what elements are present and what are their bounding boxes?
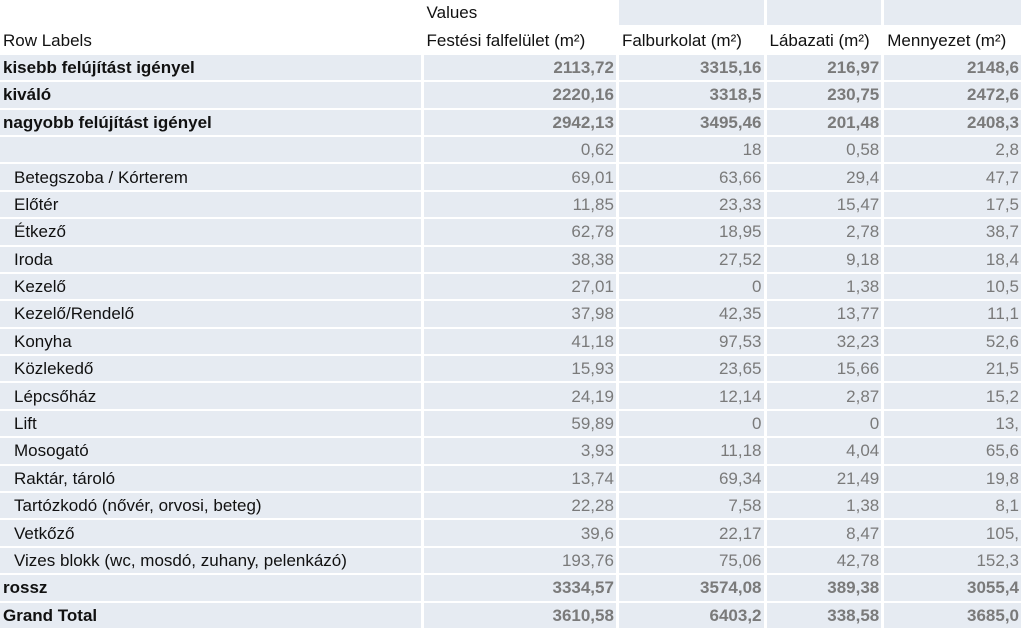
pivot-group-row	[0, 82, 1024, 109]
pivot-group-row	[0, 575, 1024, 602]
value-cell[interactable]: 24,19	[424, 383, 619, 410]
pivot-item-row	[0, 219, 1024, 246]
value-cell[interactable]: 15,93	[424, 356, 619, 383]
pivot-group-row	[0, 55, 1024, 82]
value-cell[interactable]: 17,5	[884, 192, 1024, 219]
value-cell[interactable]: 18	[619, 137, 767, 164]
value-cell[interactable]: 2,78	[767, 219, 885, 246]
pivot-item-row	[0, 247, 1024, 274]
header-blank-cell[interactable]	[0, 0, 424, 27]
pivot-group-row	[0, 110, 1024, 137]
value-cell[interactable]: 7,58	[619, 493, 767, 520]
value-cell[interactable]: 22,17	[619, 520, 767, 547]
value-cell[interactable]: 193,76	[424, 548, 619, 575]
value-cell[interactable]: 0,62	[424, 137, 619, 164]
column-header-labazati[interactable]: Lábazati (m²)	[767, 27, 885, 54]
column-header-festesi[interactable]: Festési falfelület (m²)	[424, 27, 619, 54]
column-header-falburkolat[interactable]: Falburkolat (m²)	[619, 27, 767, 54]
value-cell[interactable]: 21,5	[884, 356, 1024, 383]
value-cell[interactable]: 3334,57	[424, 575, 619, 602]
pivot-item-row	[0, 520, 1024, 547]
value-cell[interactable]: 3,93	[424, 438, 619, 465]
value-cell[interactable]: 3574,08	[619, 575, 767, 602]
value-cell[interactable]: 23,65	[619, 356, 767, 383]
row-label-cell[interactable]: rossz	[0, 575, 424, 602]
value-cell[interactable]: 63,66	[619, 164, 767, 191]
pivot-item-row	[0, 274, 1024, 301]
value-cell[interactable]: 3610,58	[424, 603, 619, 629]
pivot-group-row	[0, 603, 1024, 629]
value-cell[interactable]: 3685,0	[884, 603, 1024, 629]
pivot-item-row	[0, 137, 1024, 164]
column-header-mennyezet[interactable]: Mennyezet (m²)	[884, 27, 1024, 54]
value-cell[interactable]: 27,52	[619, 247, 767, 274]
value-cell[interactable]: 1,38	[767, 274, 885, 301]
pivot-item-row	[0, 192, 1024, 219]
row-label-cell[interactable]: Konyha	[0, 329, 424, 356]
value-cell[interactable]: 2148,6	[884, 55, 1024, 82]
value-cell[interactable]: 18,95	[619, 219, 767, 246]
row-labels-header[interactable]: Row Labels	[0, 27, 424, 54]
value-cell[interactable]: 0	[767, 411, 885, 438]
row-label-cell[interactable]: Mosogató	[0, 438, 424, 465]
value-cell[interactable]: 2220,16	[424, 82, 619, 109]
value-cell[interactable]: 2,87	[767, 383, 885, 410]
value-cell[interactable]: 11,18	[619, 438, 767, 465]
row-label-cell[interactable]: Grand Total	[0, 603, 424, 629]
value-cell[interactable]: 3318,5	[619, 82, 767, 109]
value-cell[interactable]: 9,18	[767, 247, 885, 274]
value-cell[interactable]: 152,3	[884, 548, 1024, 575]
row-label-cell[interactable]: Közlekedő	[0, 356, 424, 383]
value-cell[interactable]: 3495,46	[619, 110, 767, 137]
value-cell[interactable]: 11,85	[424, 192, 619, 219]
value-cell[interactable]: 10,5	[884, 274, 1024, 301]
value-cell[interactable]: 0	[619, 411, 767, 438]
header-shade-cell[interactable]	[884, 0, 1024, 27]
value-cell[interactable]: 47,7	[884, 164, 1024, 191]
value-cell[interactable]: 18,4	[884, 247, 1024, 274]
value-cell[interactable]: 15,47	[767, 192, 885, 219]
row-label-cell[interactable]: Raktár, tároló	[0, 466, 424, 493]
value-cell[interactable]: 2408,3	[884, 110, 1024, 137]
value-cell[interactable]: 6403,2	[619, 603, 767, 629]
value-cell[interactable]: 0	[619, 274, 767, 301]
value-cell[interactable]: 230,75	[767, 82, 885, 109]
pivot-item-row	[0, 438, 1024, 465]
value-cell[interactable]: 19,8	[884, 466, 1024, 493]
pivot-item-row	[0, 411, 1024, 438]
pivot-item-row	[0, 548, 1024, 575]
value-cell[interactable]: 23,33	[619, 192, 767, 219]
value-cell[interactable]: 2472,6	[884, 82, 1024, 109]
value-cell[interactable]: 22,28	[424, 493, 619, 520]
row-label-cell[interactable]: Kezelő/Rendelő	[0, 301, 424, 328]
value-cell[interactable]: 8,1	[884, 493, 1024, 520]
row-label-cell[interactable]: Vetkőző	[0, 520, 424, 547]
value-cell[interactable]: 52,6	[884, 329, 1024, 356]
row-label-cell[interactable]: Étkező	[0, 219, 424, 246]
value-cell[interactable]: 0,58	[767, 137, 885, 164]
values-label[interactable]: Values	[424, 0, 619, 27]
value-cell[interactable]: 4,04	[767, 438, 885, 465]
value-cell[interactable]: 8,47	[767, 520, 885, 547]
value-cell[interactable]: 2113,72	[424, 55, 619, 82]
value-cell[interactable]: 338,58	[767, 603, 885, 629]
value-cell[interactable]: 201,48	[767, 110, 885, 137]
value-cell[interactable]: 38,38	[424, 247, 619, 274]
value-cell[interactable]: 13,74	[424, 466, 619, 493]
value-cell[interactable]: 62,78	[424, 219, 619, 246]
value-cell[interactable]: 69,01	[424, 164, 619, 191]
row-label-cell[interactable]: Betegszoba / Kórterem	[0, 164, 424, 191]
row-label-cell[interactable]: Lift	[0, 411, 424, 438]
value-cell[interactable]: 1,38	[767, 493, 885, 520]
pivot-item-row	[0, 383, 1024, 410]
value-cell[interactable]: 21,49	[767, 466, 885, 493]
row-label-cell[interactable]: Előtér	[0, 192, 424, 219]
row-label-cell[interactable]: Vizes blokk (wc, mosdó, zuhany, pelenkázó)	[0, 548, 424, 575]
value-cell[interactable]: 42,35	[619, 301, 767, 328]
value-cell[interactable]: 37,98	[424, 301, 619, 328]
value-cell[interactable]: 65,6	[884, 438, 1024, 465]
value-cell[interactable]: 27,01	[424, 274, 619, 301]
value-cell[interactable]: 2942,13	[424, 110, 619, 137]
value-cell[interactable]: 15,2	[884, 383, 1024, 410]
row-label-cell[interactable]: Kezelő	[0, 274, 424, 301]
value-cell[interactable]: 97,53	[619, 329, 767, 356]
value-cell[interactable]: 75,06	[619, 548, 767, 575]
value-cell[interactable]: 42,78	[767, 548, 885, 575]
value-cell[interactable]: 41,18	[424, 329, 619, 356]
value-cell[interactable]: 3315,16	[619, 55, 767, 82]
pivot-item-row	[0, 493, 1024, 520]
value-cell[interactable]: 39,6	[424, 520, 619, 547]
header-shade-cell[interactable]	[619, 0, 767, 27]
row-label-cell[interactable]: kisebb felújítást igényel	[0, 55, 424, 82]
column-header-row	[0, 27, 1024, 54]
pivot-item-row	[0, 301, 1024, 328]
pivot-item-row	[0, 466, 1024, 493]
value-cell[interactable]: 13,77	[767, 301, 885, 328]
header-shade-cell[interactable]	[767, 0, 885, 27]
value-cell[interactable]: 11,1	[884, 301, 1024, 328]
pivot-item-row	[0, 356, 1024, 383]
value-cell[interactable]: 105,	[884, 520, 1024, 547]
value-cell[interactable]: 29,4	[767, 164, 885, 191]
pivot-item-row	[0, 329, 1024, 356]
value-cell[interactable]: 12,14	[619, 383, 767, 410]
row-label-cell[interactable]: nagyobb felújítást igényel	[0, 110, 424, 137]
value-cell[interactable]: 15,66	[767, 356, 885, 383]
row-label-cell[interactable]: kiváló	[0, 82, 424, 109]
row-label-cell[interactable]	[0, 137, 424, 164]
value-cell[interactable]: 59,89	[424, 411, 619, 438]
value-cell[interactable]: 69,34	[619, 466, 767, 493]
row-label-cell[interactable]: Tartózkodó (nővér, orvosi, beteg)	[0, 493, 424, 520]
pivot-item-row	[0, 164, 1024, 191]
value-cell[interactable]: 32,23	[767, 329, 885, 356]
value-cell[interactable]: 3055,4	[884, 575, 1024, 602]
value-cell[interactable]: 389,38	[767, 575, 885, 602]
value-cell[interactable]: 13,	[884, 411, 1024, 438]
value-cell[interactable]: 38,7	[884, 219, 1024, 246]
value-cell[interactable]: 2,8	[884, 137, 1024, 164]
row-label-cell[interactable]: Lépcsőház	[0, 383, 424, 410]
values-header-row	[0, 0, 1024, 27]
row-label-cell[interactable]: Iroda	[0, 247, 424, 274]
value-cell[interactable]: 216,97	[767, 55, 885, 82]
